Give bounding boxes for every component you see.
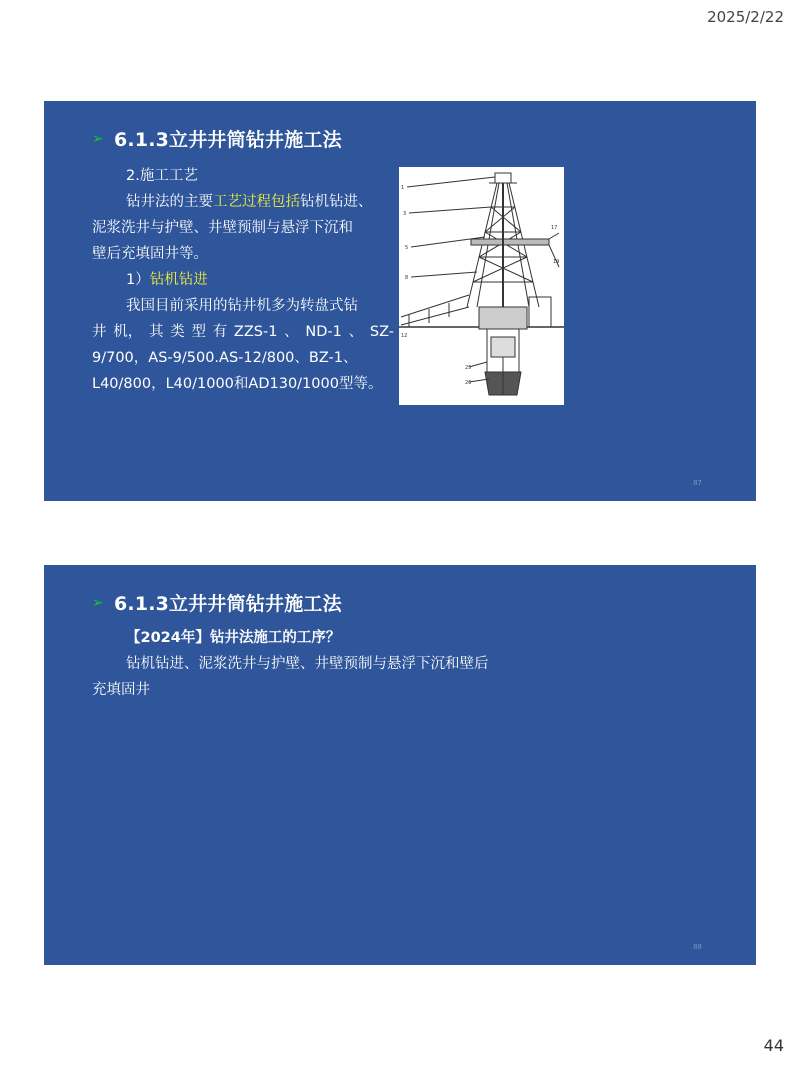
slide-body xyxy=(92,163,394,397)
word: ND-1 xyxy=(305,324,342,340)
sub-heading-drilling xyxy=(92,267,394,293)
page-date: 2025/2/22 xyxy=(707,8,784,26)
svg-text:26: 26 xyxy=(465,380,472,386)
answer-line: 钻机钻进、泥浆洗井与护壁、井壁预制与悬浮下沉和壁后 xyxy=(126,656,489,672)
word: 、 xyxy=(284,324,299,340)
svg-text:8: 8 xyxy=(405,275,409,281)
svg-text:19: 19 xyxy=(553,259,560,265)
slide-title xyxy=(92,589,342,616)
paragraph-line: L40/800，L40/1000和AD130/1000型等。 xyxy=(92,376,383,392)
highlight-text: 工艺过程包括 xyxy=(213,194,300,210)
answer-line: 充填固井 xyxy=(92,682,150,698)
svg-text:3: 3 xyxy=(403,211,407,217)
svg-text:25: 25 xyxy=(465,365,472,371)
paragraph-line-justified xyxy=(92,319,394,345)
slide-title-text: 6.1.3立井井筒钻井施工法 xyxy=(113,129,342,151)
paragraph-line: 9/700，AS-9/500.AS-12/800、BZ-1、 xyxy=(92,350,358,366)
arrow-bullet-icon: ➢ xyxy=(92,594,104,611)
word: ZZS-1 xyxy=(233,324,278,340)
slide-title-text: 6.1.3立井井筒钻井施工法 xyxy=(113,593,342,615)
slide-88 xyxy=(44,565,756,965)
text-span: 钻井法的主要 xyxy=(126,194,213,210)
subheading: 2.施工工艺 xyxy=(126,168,198,184)
slide-87 xyxy=(44,101,756,501)
svg-text:12: 12 xyxy=(401,333,408,339)
word: 井 xyxy=(92,324,107,340)
svg-text:1: 1 xyxy=(401,185,405,191)
slide-number: 88 xyxy=(693,943,702,951)
word: 、 xyxy=(348,324,364,340)
slide-title xyxy=(92,125,342,152)
drilling-rig-diagram-icon xyxy=(399,167,564,405)
slide-body xyxy=(92,625,612,703)
highlight-text: 钻机钻进 xyxy=(149,272,208,288)
word: 其 xyxy=(148,324,164,340)
word: 有 xyxy=(212,324,228,340)
word: 型 xyxy=(191,324,206,340)
word: 机， xyxy=(113,324,143,340)
paragraph-line: 壁后充填固井等。 xyxy=(92,246,208,262)
word: SZ- xyxy=(369,324,394,340)
text-span: 钻机钻进、 xyxy=(300,194,373,210)
arrow-bullet-icon: ➢ xyxy=(92,130,104,147)
drilling-rig-svg xyxy=(399,167,564,405)
sub-number: 1） xyxy=(126,272,150,288)
word: 类 xyxy=(170,324,185,340)
svg-text:17: 17 xyxy=(551,225,558,231)
page-number: 44 xyxy=(763,1036,784,1055)
paragraph-line: 泥浆洗井与护壁、井壁预制与悬浮下沉和 xyxy=(92,220,353,236)
paragraph-line xyxy=(92,189,394,215)
svg-text:5: 5 xyxy=(405,245,409,251)
paragraph-line: 我国目前采用的钻井机多为转盘式钻 xyxy=(126,298,358,314)
slide-number: 87 xyxy=(693,479,702,487)
question-text: 【2024年】钻井法施工的工序？ xyxy=(126,630,341,646)
